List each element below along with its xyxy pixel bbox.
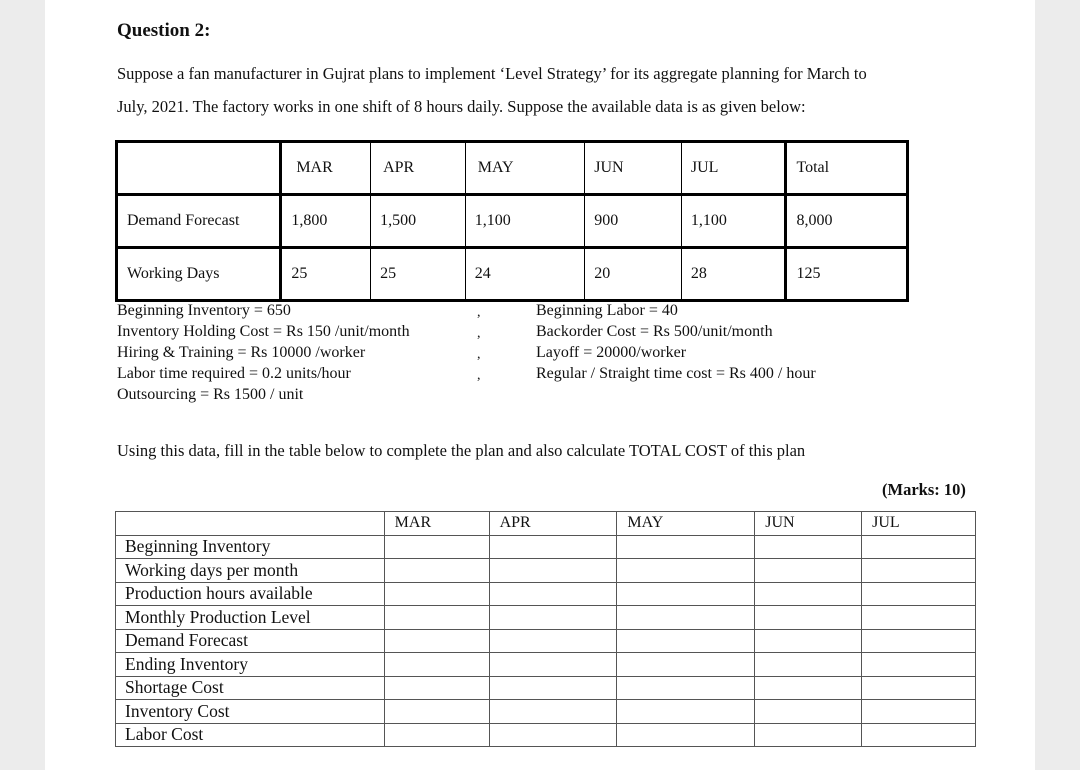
cell: 900 [585,195,682,248]
cell: 24 [465,248,585,301]
blank-cell[interactable] [617,700,755,724]
header-cell: APR [371,142,466,195]
separator: , [477,347,481,362]
blank-cell[interactable] [862,582,976,606]
blank-cell[interactable] [489,676,617,700]
document-page [45,0,1035,770]
question-title: Question 2: [117,20,211,41]
blank-cell[interactable] [384,700,489,724]
blank-cell[interactable] [862,723,976,747]
plan-table-row [116,582,976,606]
intro-paragraph-line-2: July, 2021. The factory works in one shift of 8 hours daily. Suppose the available data is as given below: [117,97,806,116]
header-cell: MAY [465,142,585,195]
header-cell: MAR [384,512,489,536]
given-item: Outsourcing = Rs 1500 / unit [117,386,304,403]
plan-table-row [116,723,976,747]
cell: 28 [681,248,786,301]
cell: 1,100 [465,195,585,248]
row-label: Working days per month [116,559,385,583]
cell: 1,100 [681,195,786,248]
blank-cell[interactable] [755,653,862,677]
blank-cell[interactable] [755,629,862,653]
given-item: Hiring & Training = Rs 10000 /worker [117,344,366,361]
cell: 20 [585,248,682,301]
instruction-text: Using this data, fill in the table below to complete the plan and also calculate TOTAL COST of this plan [117,441,806,460]
row-label: Ending Inventory [116,653,385,677]
header-cell: JUL [862,512,976,536]
given-item: Regular / Straight time cost = Rs 400 / hour [536,365,816,382]
plan-table-row [116,700,976,724]
blank-cell[interactable] [617,723,755,747]
header-cell: MAR [281,142,371,195]
data-table-row [117,248,908,301]
blank-cell[interactable] [489,559,617,583]
row-label: Working Days [117,248,281,301]
row-label: Labor Cost [116,723,385,747]
row-label: Monthly Production Level [116,606,385,630]
header-cell: Total [786,142,908,195]
blank-cell[interactable] [755,582,862,606]
header-cell: JUN [755,512,862,536]
blank-cell[interactable] [755,723,862,747]
blank-cell[interactable] [489,629,617,653]
blank-cell[interactable] [617,606,755,630]
header-cell: JUL [681,142,786,195]
blank-cell[interactable] [489,582,617,606]
blank-cell[interactable] [755,676,862,700]
separator: , [477,326,481,341]
row-label: Production hours available [116,582,385,606]
cell: 25 [281,248,371,301]
cell: 125 [786,248,908,301]
header-cell: MAY [617,512,755,536]
plan-table-row [116,653,976,677]
blank-cell[interactable] [489,653,617,677]
plan-table-row [116,559,976,583]
blank-cell[interactable] [617,582,755,606]
row-label: Inventory Cost [116,700,385,724]
blank-cell[interactable] [384,723,489,747]
header-cell: JUN [585,142,682,195]
blank-cell[interactable] [862,676,976,700]
cell: 25 [371,248,466,301]
given-data-left [117,300,410,405]
header-cell [116,512,385,536]
blank-cell[interactable] [862,629,976,653]
blank-cell[interactable] [617,535,755,559]
blank-cell[interactable] [384,535,489,559]
cell: 1,500 [371,195,466,248]
given-item: Layoff = 20000/worker [536,344,687,361]
blank-cell[interactable] [862,700,976,724]
plan-table-row [116,606,976,630]
blank-cell[interactable] [384,582,489,606]
cell: 1,800 [281,195,371,248]
given-data-right [536,300,816,384]
given-item: Backorder Cost = Rs 500/unit/month [536,323,773,340]
intro-paragraph-line-1: Suppose a fan manufacturer in Gujrat plans to implement ‘Level Strategy’ for its aggregate planning for March to [117,64,867,83]
plan-table [115,511,976,747]
blank-cell[interactable] [489,535,617,559]
given-item: Inventory Holding Cost = Rs 150 /unit/month [117,323,410,340]
blank-cell[interactable] [384,653,489,677]
row-label: Demand Forecast [117,195,281,248]
blank-cell[interactable] [617,676,755,700]
blank-cell[interactable] [862,559,976,583]
blank-cell[interactable] [489,700,617,724]
demand-data-table [115,140,909,302]
blank-cell[interactable] [489,723,617,747]
plan-table-row [116,535,976,559]
row-label: Shortage Cost [116,676,385,700]
plan-table-header-row [116,512,976,536]
separator: , [477,305,481,320]
blank-cell[interactable] [384,676,489,700]
header-cell: APR [489,512,617,536]
given-item: Labor time required = 0.2 units/hour [117,365,351,382]
blank-cell[interactable] [755,559,862,583]
blank-cell[interactable] [755,606,862,630]
given-separators [477,302,481,386]
blank-cell[interactable] [755,535,862,559]
row-label: Beginning Inventory [116,535,385,559]
header-cell [117,142,281,195]
blank-cell[interactable] [489,606,617,630]
plan-table-row [116,676,976,700]
cell: 8,000 [786,195,908,248]
row-label: Demand Forecast [116,629,385,653]
plan-table-row [116,629,976,653]
data-table-row [117,195,908,248]
blank-cell[interactable] [755,700,862,724]
blank-cell[interactable] [617,653,755,677]
blank-cell[interactable] [384,559,489,583]
data-table-header-row [117,142,908,195]
given-item: Beginning Labor = 40 [536,302,678,319]
blank-cell[interactable] [862,606,976,630]
blank-cell[interactable] [384,629,489,653]
given-item: Beginning Inventory = 650 [117,302,291,319]
blank-cell[interactable] [617,559,755,583]
separator: , [477,368,481,383]
marks-label: (Marks: 10) [882,480,966,499]
blank-cell[interactable] [862,535,976,559]
blank-cell[interactable] [862,653,976,677]
blank-cell[interactable] [617,629,755,653]
blank-cell[interactable] [384,606,489,630]
